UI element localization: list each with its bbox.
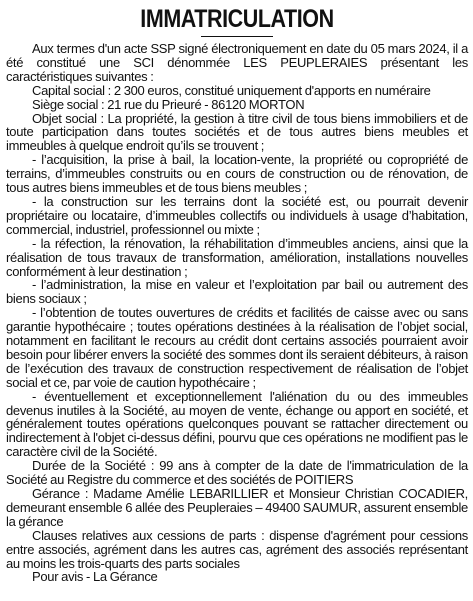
notice-title: IMMATRICULATION [140,5,334,33]
object-item-alienation: - éventuellement et exceptionnellement l'aliénation du ou des immeubles devenus inutiles à la Société, au moyen de vente, échange ou apport en société, et généralement toutes opérations quelconques pouvant se rattacher directement ou indirectement à l'objet ci-dessus défini, pourvu que ces opérations ne modifient pas le caractère civil de la Société. [6,388,468,460]
duration-paragraph: Durée de la Société : 99 ans à compter de la date de l'immatriculation de la Société au Registre du commerce et des sociétés de POITIERS [6,458,468,488]
capital-paragraph: Capital social : 2 300 euros, constitué uniquement d'apports en numéraire [32,82,431,98]
share-transfer-paragraph: Clauses relatives aux cessions de parts : dispense d'agrément pour cessions entre associés, agrément dans les autres cas, agrément des associés représentant au moins les trois-quarts des parts sociales [6,527,468,571]
title-underline [201,36,273,37]
registered-office-paragraph: Siège social : 21 rue du Prieuré - 86120 MORTON [32,96,305,112]
object-item-acquisition: - l’acquisition, la prise à bail, la location-vente, la propriété ou copropriété de terrains, d’immeubles construits ou en cours de construction ou de rénovation, de tous autres biens immeubles et de tous biens meubles ; [6,152,468,196]
object-paragraph: Objet social : La propriété, la gestion à titre civil de tous biens immobiliers et de toute participation dans toutes sociétés et de tous autres biens meubles et immeubles à quelque endroit qu’ils se trouvent ; [6,110,468,154]
object-item-renovation: - la réfection, la rénovation, la réhabilitation d’immeubles anciens, ainsi que la réalisation de tous travaux de transformation, amélioration, installations nouvelles conformément à leur destination ; [6,235,468,279]
notice-body [6,42,468,584]
object-item-construction: - la construction sur les terrains dont la société est, ou pourrait devenir propriétaire ou locataire, d’immeubles collectifs ou individuels à usage d’habitation, commercial, industriel, professionnel ou mixte ; [6,193,468,237]
object-item-financing: - l’obtention de toutes ouvertures de crédits et facilités de caisse avec ou sans garantie hypothécaire ; toutes opérations destinées à la réalisation de l’objet social, notamment en facilitant le recours au crédit dont certains associés pourraient avoir besoin pour libérer envers la société des sommes dont ils seraient débiteurs, à raison de l’exécution des travaux de construction respectivement de réalisation de l’objet social et ce, par voie de caution hypothécaire ; [6,305,468,390]
object-item-administration: - l’administration, la mise en valeur et l’exploitation par bail ou autrement des biens sociaux ; [6,277,468,307]
intro-paragraph: Aux termes d'un acte SSP signé électroniquement en date du 05 mars 2024, il a été constitué une SCI dénommée LES PEUPLERAIES présentant les caractéristiques suivantes : [6,41,468,84]
signature-paragraph: Pour avis - La Gérance [32,569,158,585]
management-paragraph: Gérance : Madame Amélie LEBARILLIER et Monsieur Christian COCADIER, demeurant ensemble 6 allée des Peupleraies – 49400 SAUMUR, assurent ensemble la gérance [6,486,468,529]
